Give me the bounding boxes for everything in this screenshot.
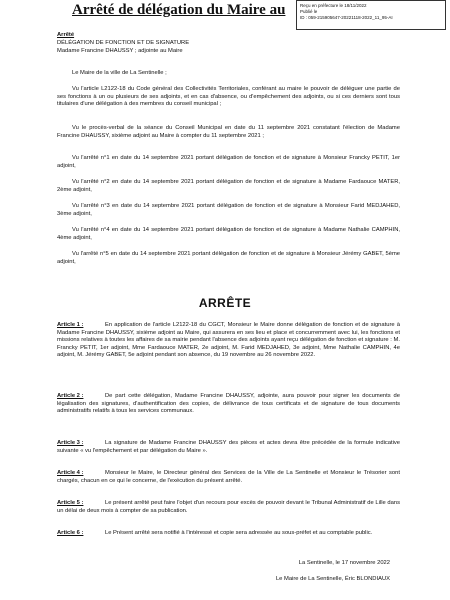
preamble-p8: Vu l'arrêté n°5 en date du 14 septembre 2021 portant délégation de fonction et de signature à Monsieur Jérémy GABET, 5ème adjoint, [57,251,400,265]
stamp-id-line: ID : 059-215905647-20221118-2022_11_95-AI [300,15,393,20]
article-4-label: Article 4 : [57,470,84,476]
arrete-heading: ARRÊTE [198,296,252,310]
article-4 [57,470,400,485]
article-5-text: Le présent arrêté peut faire l'objet d'un recours pour excès de pouvoir devant le Tribunal Administratif de Lille dans un délai de deux mois à compter de sa publication. [57,500,400,514]
prefecture-stamp [296,0,446,30]
preamble-p5: Vu l'arrêté n°2 en date du 14 septembre 2021 portant délégation de fonction et de signature à Madame Fardaouce MATER, 2ème adjoint, [57,179,400,193]
preamble-p3: Vu le procès-verbal de la séance du Conseil Municipal en date du 11 septembre 2021 constatant l'élection de Madame Francine DHAUSSY, sixième adjoint au Maire à compter du 11 septembre 2021 ; [57,125,400,139]
article-1 [57,322,400,360]
article-6 [57,530,400,538]
subject-line-2: Madame Francine DHAUSSY ; adjointe au Maire [57,48,183,54]
article-2-text: De part cette délégation, Madame Francine DHAUSSY, adjointe, aura pouvoir pour signer les documents de légalisation des signatures, d'authentification des copies, de délivrance de tous certificats et de signature de tous documents administratifs relatifs à tous les services communaux. [57,393,400,415]
document-title: Arrêté de délégation du Maire au [72,2,286,18]
article-6-label: Article 6 : [57,530,84,536]
place-and-date: La Sentinelle, le 17 novembre 2022 [298,560,390,566]
article-3 [57,440,400,455]
article-2 [57,393,400,416]
preamble-p1: Le Maire de la ville de La Sentinelle ; [72,70,167,76]
stamp-received-line: Reçu en préfecture le 18/11/2022 [300,3,367,8]
article-1-label: Article 1 : [57,322,84,328]
article-4-text: Monsieur le Maire, le Directeur général des Services de la Ville de La Sentinelle et Monsieur le Trésorier sont chargés, chacun en ce qui le concerne, de l'exécution du présent arrêté. [57,470,400,484]
article-1-text: En application de l'article L2122-18 du CGCT, Monsieur le Maire donne délégation de fonction et de signature à Madame Francine DHAUSSY, sixième adjoint au Maire, qui assurera en ses lieu et place et concurremment avec lui, les fonctions et missions relatives à toutes les affaires de sa mairie pendant l'absence des adjoints ayant reçu délégation de fonction et signature : M. Francky PETIT, 1er adjoint, Mme Fardaouce MATER, 2e adjoint, M. Farid MEDJAHED, 3e adjoint, Mme Nathalie CAMPHIN, 4e adjoint, M. Jérémy GABET, 5e adjoint pendant son absence, du 19 novembre au 26 novembre 2022. [57,322,400,359]
stamp-published-line: Publié le [300,9,318,14]
article-3-text: La signature de Madame Francine DHAUSSY des pièces et actes devra être précédée de la formule indicative suivante « vu l'empêchement et par délégation du Maire ». [57,440,400,454]
article-3-label: Article 3 : [57,440,84,446]
article-5 [57,500,400,515]
preamble-p7: Vu l'arrêté n°4 en date du 14 septembre 2021 portant délégation de fonction et de signature à Madame Nathalie CAMPHIN, 4ème adjoint, [57,227,400,241]
preamble-p4: Vu l'arrêté n°1 en date du 14 septembre 2021 portant délégation de fonction et de signature à Monsieur Francky PETIT, 1er adjoint, [57,155,400,169]
article-6-text: Le Présent arrêté sera notifié à l'intéressé et copie sera adressée au sous-préfet et au comptable public. [105,530,373,536]
article-2-label: Article 2 : [57,393,84,399]
preamble-p6: Vu l'arrêté n°3 en date du 14 septembre 2021 portant délégation de fonction et de signature à Monsieur Farid MEDJAHED, 3ème adjoint, [57,203,400,217]
mayor-signature-line: Le Maire de La Sentinelle, Éric BLONDIAUX [275,576,390,582]
article-5-label: Article 5 : [57,500,84,506]
subject-label: Arrêté [57,32,75,38]
subject-line-1: DÉLÉGATION DE FONCTION ET DE SIGNATURE [57,40,190,46]
preamble-p2: Vu l'article L2122-18 du Code général des Collectivités Territoriales, conférant au maire le pouvoir de déléguer une partie de ses fonctions à un ou plusieurs de ses adjoints, et en cas d'absence, ou d'empêchement des adjoints, ou si ces derniers sont tous titulaires d'une délégation à des membres du conseil municipal ; [57,86,400,108]
